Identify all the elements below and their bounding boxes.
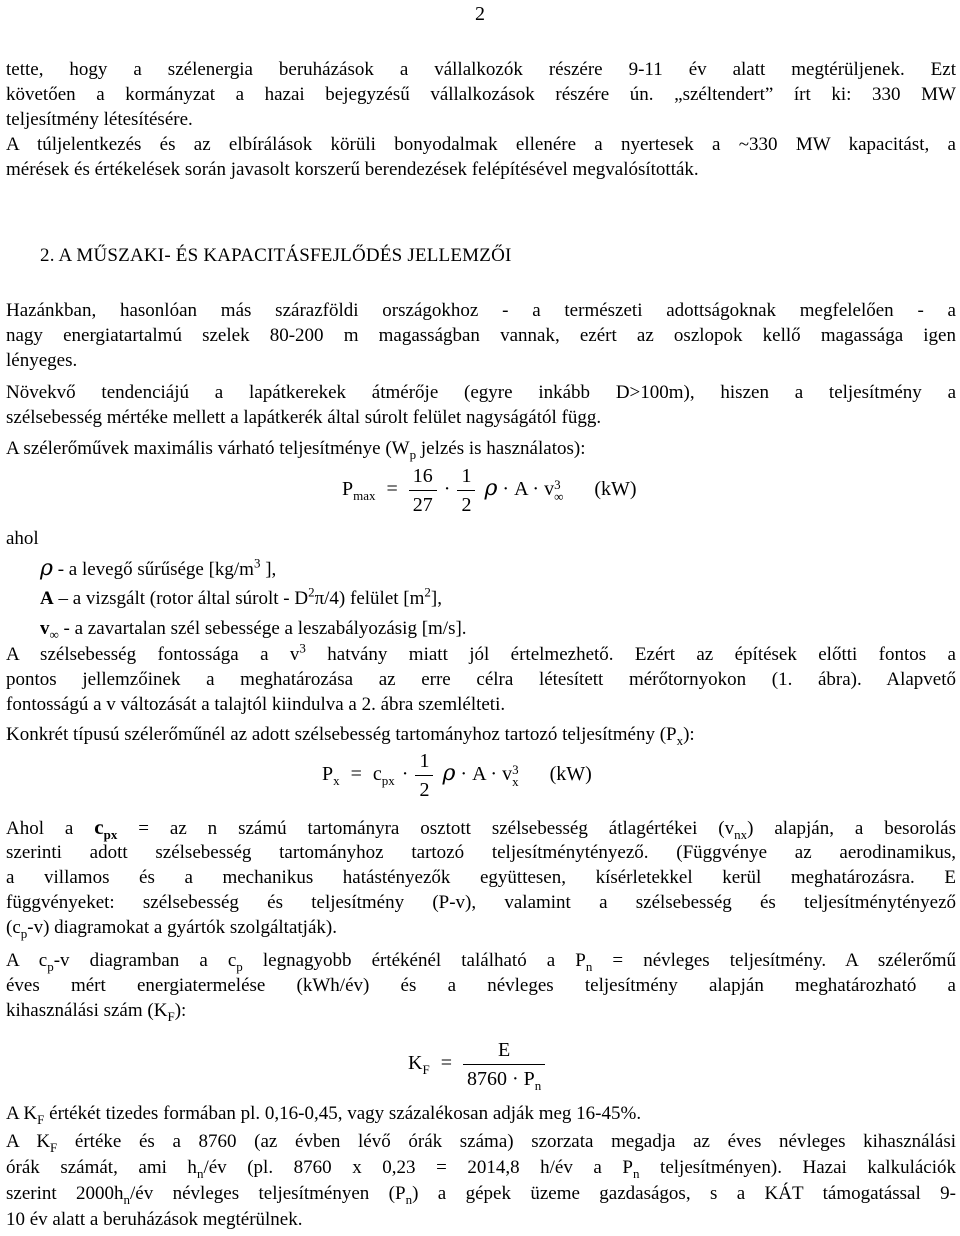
text-run: = az n számú tartományra osztott szélsebesség átlagértékei (v xyxy=(117,818,735,839)
text-line: a villamos és a mechanikus hatástényezők együttesen, kísérletekkel kerül meghatározásra. E xyxy=(6,867,956,888)
subscript: x xyxy=(512,773,519,789)
text-run: kihasználási szám (K xyxy=(6,1000,168,1021)
subscript: px xyxy=(381,773,395,789)
text-run: - a zavartalan szél sebessége a leszabályozásig [m/s]. xyxy=(58,618,467,639)
superscript: 3 xyxy=(299,640,306,656)
fraction xyxy=(409,462,437,519)
text-run: A K xyxy=(6,1131,51,1152)
subscript: p xyxy=(409,446,417,462)
ahol-label xyxy=(6,526,956,551)
text-run: A K xyxy=(6,1103,38,1124)
subscript: F xyxy=(50,1139,58,1155)
text-run: (c xyxy=(6,917,21,938)
fraction xyxy=(463,1036,545,1093)
paragraph-utilization-hours xyxy=(6,1129,956,1233)
text-line xyxy=(6,722,956,747)
intro-paragraph xyxy=(6,57,956,182)
text-run: ], xyxy=(430,588,442,609)
text-line xyxy=(6,1101,956,1126)
text-line: tette, hogy a szélenergia beruházások a vállalkozók részére 9-11 év alatt megtérüljenek. Ezt xyxy=(6,59,956,80)
text-line: nagy energiatartalmú szelek 80-200 m magasságban vannak, ezért az oszlopok kellő magassága igen xyxy=(6,325,956,346)
text-line: lényeges. xyxy=(6,350,78,371)
text-run: ): xyxy=(683,724,695,745)
dot: · xyxy=(443,478,451,501)
denominator xyxy=(463,1065,545,1093)
dot: · xyxy=(532,478,540,501)
denominator: 2 xyxy=(461,494,472,516)
subscript: px xyxy=(103,826,118,842)
subscript: p xyxy=(236,958,243,974)
text-line: szerinti adott szélsebesség tartományhoz tartozó teljesítménytényező. (Függvénye az aerodinamikus, xyxy=(6,842,956,863)
text-run: teljesítményen). Hazai kalkulációk xyxy=(639,1157,956,1178)
superscript: 3 xyxy=(253,555,261,571)
subscript: ∞ xyxy=(49,626,59,642)
paragraph-kf-format xyxy=(6,1101,956,1126)
dot: · xyxy=(490,763,498,786)
text-run: ): xyxy=(174,1000,187,1021)
text-run: Ahol a xyxy=(6,818,95,839)
formula-symbol: A xyxy=(514,478,528,501)
subscript: F xyxy=(167,1008,175,1024)
text-run: /év (pl. 8760 x 0,23 = 2014,8 h/év a P xyxy=(203,1157,633,1178)
paragraph-cpx xyxy=(6,815,956,940)
text-line: Növekvő tendenciájú a lapátkerekek átmérője (egyre inkább D>100m), hiszen a teljesítmény a xyxy=(6,382,956,403)
text-line xyxy=(6,642,956,667)
symbol: v xyxy=(40,618,50,639)
text-run: 8760 · P xyxy=(466,1068,535,1090)
text-run: értéke és a 8760 (az évben lévő órák száma) szorzata megadja az éves névleges kihasználási xyxy=(57,1131,956,1152)
dot: · xyxy=(401,763,409,786)
equals-sign: = xyxy=(350,763,362,786)
numerator: 1 xyxy=(457,462,475,491)
unit: (kW) xyxy=(594,478,637,501)
paragraph-capacity-factor xyxy=(6,948,956,1023)
script-stack xyxy=(512,761,519,789)
subscript: max xyxy=(353,488,376,504)
text-run: ) a gépek üzeme gazdaságos, s a KÁT támogatással 9- xyxy=(412,1183,956,1204)
fraction xyxy=(457,462,475,519)
subscript: x xyxy=(676,732,684,748)
text-run: szerint 2000h xyxy=(6,1183,124,1204)
text-line xyxy=(6,1181,956,1207)
rho-symbol: ρ xyxy=(442,761,456,787)
definition-area xyxy=(40,586,940,616)
text-line xyxy=(6,815,956,840)
paragraph-rotor-diameter xyxy=(6,380,956,430)
superscript: 3 xyxy=(554,476,561,492)
paragraph-velocity-importance xyxy=(6,642,956,717)
text-run: ], xyxy=(260,559,277,580)
text-run: A szélsebesség fontossága a v xyxy=(6,644,300,665)
subscript: ∞ xyxy=(554,488,564,504)
definitions xyxy=(40,556,940,644)
text-run: -v diagramban a c xyxy=(53,950,237,971)
text-line xyxy=(6,436,956,461)
text-run: π/4) felület [m xyxy=(314,588,425,609)
paragraph-power-range xyxy=(6,722,956,747)
formula-symbol: A xyxy=(472,763,486,786)
unit: (kW) xyxy=(549,763,592,786)
superscript: 3 xyxy=(512,761,519,777)
text-run: ) alapján, a besorolás xyxy=(747,818,957,839)
numerator: E xyxy=(463,1036,545,1065)
numerator: 16 xyxy=(409,462,437,491)
text-line: mérések és értékelések során javasolt korszerű berendezések felépítésével megvalósították. xyxy=(6,159,699,180)
text-run: – a vizsgált (rotor által súrolt - D xyxy=(53,588,309,609)
text-run: A szélerőművek maximális várható teljesítménye (W xyxy=(6,438,410,459)
subscript: n xyxy=(585,958,593,974)
formula-symbol: v xyxy=(502,763,513,786)
text-run: - a levegő sűrűsége [kg/m xyxy=(52,559,254,580)
denominator: 27 xyxy=(412,494,433,516)
text-line: teljesítmény létesítésére. xyxy=(6,109,193,130)
script-stack xyxy=(554,476,564,504)
subscript: n xyxy=(405,1191,413,1207)
text-run: -v) diagramokat a gyártók szolgáltatják). xyxy=(27,917,337,938)
text-line xyxy=(6,915,956,940)
page-number: 2 xyxy=(475,3,485,25)
text-run: = névleges teljesítmény. A szélerőmű xyxy=(592,950,956,971)
formula-symbol: P xyxy=(322,763,334,786)
fraction xyxy=(415,747,433,804)
subscript: n xyxy=(633,1165,640,1181)
formula-px xyxy=(322,747,592,804)
subscript: n xyxy=(196,1165,204,1181)
formula-symbol: P xyxy=(342,478,354,501)
subscript: n xyxy=(534,1078,542,1093)
definition-velocity xyxy=(40,616,940,644)
formula-symbol: v xyxy=(544,478,555,501)
subscript: p xyxy=(20,925,28,941)
text-line xyxy=(6,1129,956,1155)
text-line: ahol xyxy=(6,528,39,549)
subscript: n xyxy=(123,1191,131,1207)
subscript: F xyxy=(422,1062,430,1078)
text-line: függvényeket: szélsebesség és teljesítmény (P-v), valamint a szélsebesség és teljesítménytényező xyxy=(6,892,956,913)
text-run: jelzés is használatos): xyxy=(416,438,586,459)
formula-pmax xyxy=(342,462,637,519)
numerator: 1 xyxy=(415,747,433,776)
definition-rho xyxy=(40,556,940,586)
equals-sign: = xyxy=(386,478,398,501)
subscript: nx xyxy=(734,826,748,842)
formula-symbol: c xyxy=(372,763,382,786)
paragraph-max-power xyxy=(6,436,956,461)
equals-sign: = xyxy=(440,1052,452,1075)
denominator: 2 xyxy=(419,779,430,801)
symbol: c xyxy=(94,815,104,839)
symbol: A xyxy=(40,588,54,609)
text-run: órák számát, ami h xyxy=(6,1157,197,1178)
text-line: pontos jellemzőinek a meghatározása az erre célra létesített mérőtornyokon (1. ábra). Alapvető xyxy=(6,669,956,690)
superscript: 2 xyxy=(308,584,315,600)
text-run: Konkrét típusú szélerőműnél az adott szélsebesség tartományhoz tartozó teljesítmény (P xyxy=(6,724,677,745)
subscript: F xyxy=(37,1111,45,1127)
text-line xyxy=(6,948,956,973)
text-line: A túljelentkezés és az elbírálások körüli bonyodalmak ellenére a nyertesek a ~330 MW kapacitást, a xyxy=(6,134,956,155)
text-line: fontosságú a v változását a talajtól kiindulva a 2. ábra szemlélteti. xyxy=(6,694,506,715)
text-line: Hazánkban, hasonlóan más szárazföldi országokhoz - a természeti adottságoknak megfelelően - a xyxy=(6,300,956,321)
text-line: éves mért energiatermelése (kWh/év) és a névleges teljesítmény alapján meghatározható a xyxy=(6,975,956,996)
text-line: 10 év alatt a beruházások megtérülnek. xyxy=(6,1209,303,1230)
text-line: szélsebesség mértéke mellett a lapátkerék által súrolt felület nagyságától függ. xyxy=(6,407,602,428)
rho-symbol: ρ xyxy=(484,476,498,502)
rho-symbol: ρ xyxy=(40,556,53,581)
text-line xyxy=(6,998,956,1023)
text-run: A c xyxy=(6,950,48,971)
dot: · xyxy=(460,763,468,786)
formula-symbol: K xyxy=(408,1052,423,1075)
section-heading: 2. A MŰSZAKI- ÉS KAPACITÁSFEJLŐDÉS JELLEMZŐI xyxy=(40,245,512,266)
text-run: legnagyobb értékénél található a P xyxy=(242,950,586,971)
subscript: p xyxy=(47,958,54,974)
text-run: értékét tizedes formában pl. 0,16-0,45, vagy százalékosan adják meg 16-45%. xyxy=(44,1103,642,1124)
text-line xyxy=(6,1155,956,1181)
text-line: követően a kormányzat a hazai bejegyzésű vállalkozások részére ún. „széltendert” írt ki: 330 MW xyxy=(6,84,956,105)
superscript: 2 xyxy=(424,584,431,600)
subscript: x xyxy=(333,773,340,789)
formula-kf xyxy=(408,1036,545,1093)
dot: · xyxy=(502,478,510,501)
text-run: /év névleges teljesítményen (P xyxy=(130,1183,406,1204)
paragraph-altitude xyxy=(6,298,956,373)
text-run: hatvány miatt jól értelmezhető. Ezért az építések előtti fontos a xyxy=(305,644,956,665)
